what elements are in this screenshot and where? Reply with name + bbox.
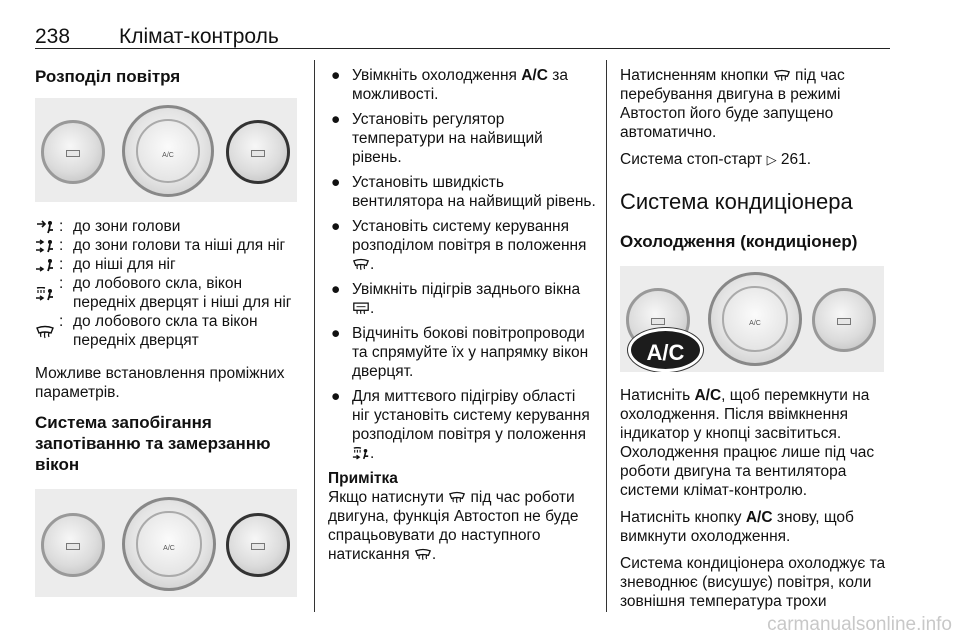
windscreen-defrost-icon [352, 258, 370, 271]
fan-knob: A/C [122, 105, 214, 197]
legend-item: : до зони голови [35, 217, 303, 236]
air-distribution-knob [812, 288, 876, 352]
temperature-knob [41, 513, 105, 577]
column-air-conditioning [620, 66, 890, 619]
fan-knob: A/C [122, 497, 216, 591]
air-distribution-knob [226, 120, 290, 184]
temperature-knob [41, 120, 105, 184]
section-heading-demist: Система запобігання запотіванню та замерзанню вікон [35, 413, 271, 474]
legend-item: : до лобового скла, вікон передніх дверцят і ніші для ніг [35, 274, 303, 312]
page-reference-arrow-icon: ▷ [766, 152, 777, 167]
list-item: ● Установіть регулятор температури на найвищий рівень. [331, 111, 543, 166]
climate-panel-image [35, 489, 297, 597]
airflow-head-icon [35, 217, 59, 236]
air-distribution-knob [226, 513, 290, 577]
ac-description-text: Система кондиціонера охолоджує та зневоднює (висушує) повітря, коли зовнішня температура трохи [620, 555, 886, 610]
watermark: carmanualsonline.info [767, 614, 952, 635]
windscreen-defrost-icon [35, 312, 59, 350]
legend-item: : до лобового скла та вікон передніх дверцят [35, 312, 303, 350]
climate-panel-image [35, 98, 297, 202]
page-reference-link[interactable]: 261 [780, 151, 807, 168]
list-item: ● Для миттєвого підігріву області ніг установіть систему керування розподілом повітря у положення . [331, 388, 590, 462]
airflow-windscreen-feet-icon [352, 447, 370, 460]
column-demist-steps [328, 66, 596, 572]
airflow-feet-icon [35, 255, 59, 274]
demist-steps-list [328, 66, 596, 463]
legend-item: : до зони голови та ніші для ніг [35, 236, 303, 255]
note-text: Якщо натиснути під час роботи двигуна, функція Автостоп не буде спрацьовувати до наступного натискання . [328, 489, 579, 563]
page-number: 238 [35, 25, 71, 48]
autostop-text: Натисненням кнопки під час перебування двигуна в режимі Автостоп його буде запущено автоматично. [620, 67, 845, 141]
ac-panel-image [620, 266, 884, 372]
windscreen-defrost-icon [414, 548, 432, 561]
windscreen-defrost-icon [773, 69, 791, 82]
list-item: ● Установіть швидкість вентилятора на найвищий рівень. [331, 174, 596, 210]
column-air-distribution [35, 66, 303, 597]
section-heading-ac-system: Система кондиціонера [620, 189, 853, 214]
airflow-head-feet-icon [35, 236, 59, 255]
list-item: ● Увімкніть охолодження A/C за можливості. [331, 67, 568, 103]
ac-button-callout: A/C [628, 328, 703, 372]
column-divider [314, 60, 315, 612]
windscreen-defrost-icon [448, 491, 466, 504]
subsection-heading-cooling: Охолодження (кондиціонер) [620, 232, 858, 251]
ac-on-text: Натисніть A/C, щоб перемкнути на охолодження. Після ввімкнення індикатор у кнопці засвітиться. Охолодження працює лише під час роботи двигуна та вентилятора системи клімат-контролю. [620, 387, 875, 499]
airflow-windscreen-feet-icon [35, 274, 59, 312]
chapter-title: Клімат-контроль [119, 25, 279, 48]
air-distribution-legend [35, 217, 303, 350]
fan-knob: A/C [708, 272, 802, 366]
legend-item: : до ніші для ніг [35, 255, 303, 274]
list-item: ● Увімкніть підігрів заднього вікна . [331, 281, 581, 317]
intermediate-settings-text: Можливе встановлення проміжних параметрів. [35, 365, 285, 401]
page-header [35, 17, 890, 49]
list-item: ● Установіть систему керування розподілом повітря в положення . [331, 218, 587, 273]
stop-start-reference: Система стоп-старт ▷ 261. [620, 151, 812, 168]
section-heading-air-distribution: Розподіл повітря [35, 67, 181, 86]
column-divider [606, 60, 607, 612]
note-box [328, 469, 596, 564]
note-title: Примітка [328, 470, 398, 487]
ac-off-text: Натисніть кнопку A/C знову, щоб вимкнути охолодження. [620, 509, 854, 545]
list-item: ● Відчиніть бокові повітропроводи та спрямуйте їх у напрямку вікон дверцят. [331, 325, 589, 380]
rear-window-heat-icon [352, 302, 370, 315]
